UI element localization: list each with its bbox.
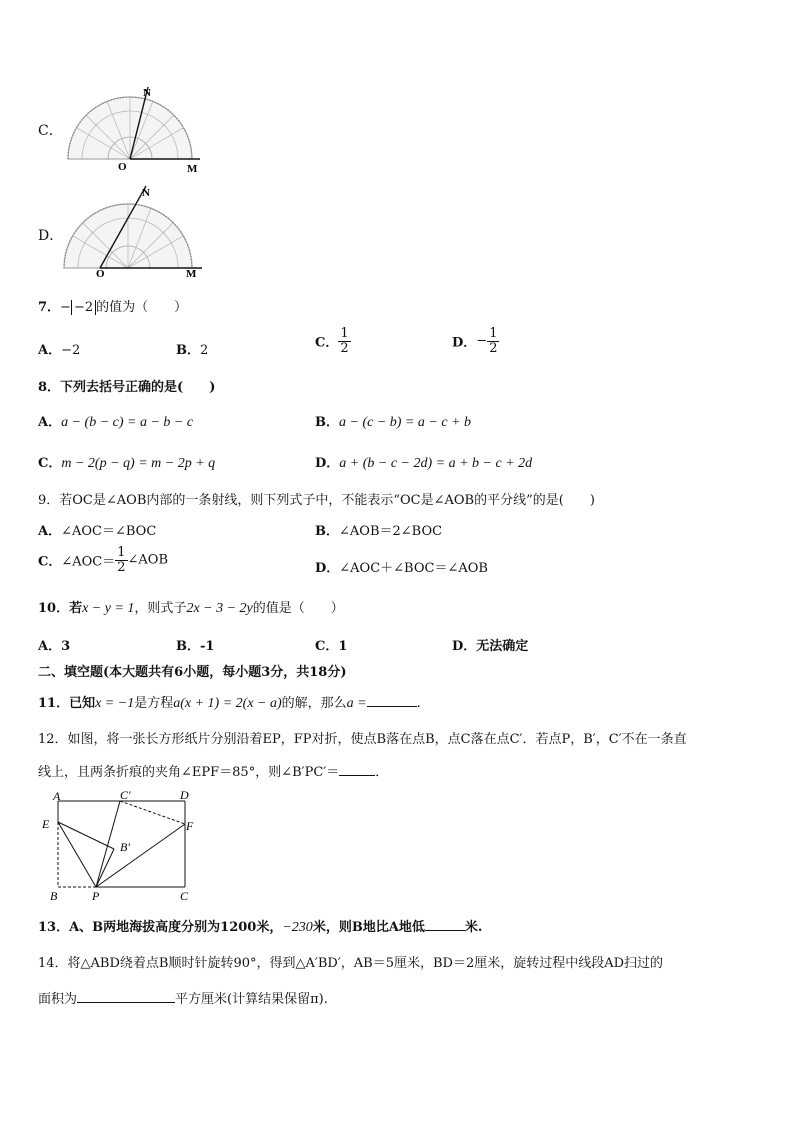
q13-stem: 13．A、B两地海拔高度分别为1200米，−230米，则B地比A地低 米.: [38, 920, 483, 935]
option-value: 3: [61, 639, 71, 654]
section-title: 二、填空题(本大题共有6小题，每小题3分，共18分): [38, 665, 347, 680]
option-label: C．: [38, 456, 62, 471]
point-p-label: P: [92, 889, 100, 903]
option-value: ∠AOB＝2∠BOC: [339, 524, 443, 539]
option-label: C．: [315, 639, 339, 654]
answer-blank[interactable]: [77, 990, 175, 1003]
option-label: A．: [38, 524, 62, 539]
point-n-label: N: [143, 87, 151, 99]
q7-expr-prefix: −: [60, 300, 71, 315]
q7-option-c[interactable]: [315, 327, 351, 355]
q14-line2: 面积为 平方厘米(计算结果保留π).: [38, 992, 328, 1007]
point-m-label: M: [186, 268, 197, 278]
option-d-label: D．: [38, 228, 64, 244]
q14-line1: 14．将△ABD绕着点B顺时针旋转90°，得到△A′BD′，AB＝5厘米，BD＝2厘米，旋转过程中线段AD扫过的: [38, 956, 664, 971]
q11-stem: 11．已知x = −1是方程a(x + 1) = 2(x − a)的解，那么a = .: [38, 696, 421, 711]
option-label: C．: [315, 335, 339, 351]
option-label: C．: [38, 554, 62, 570]
q9-option-c[interactable]: [38, 546, 168, 574]
q7-option-d[interactable]: [452, 327, 499, 355]
option-label: A．: [38, 343, 62, 358]
q9-option-b[interactable]: [315, 520, 442, 539]
q8-option-c[interactable]: [38, 452, 215, 472]
point-f-label: F: [186, 819, 194, 833]
q12-line1: 12．如图，将一张长方形纸片分别沿着EP，FP对折，使点B落在点B，点C落在点C′．若点P，B′，C′不在一条直: [38, 732, 687, 747]
option-pre: ∠AOC＝: [61, 554, 116, 570]
q10-option-a[interactable]: [38, 635, 70, 654]
point-e-label: E: [42, 817, 50, 831]
option-label: A．: [38, 415, 62, 430]
q8-option-d[interactable]: [315, 452, 532, 472]
protractor-figure-c: [60, 84, 210, 176]
point-b-label: B: [50, 889, 58, 903]
point-o-label: O: [118, 161, 127, 173]
option-expr: m − 2(p − q) = m − 2p + q: [61, 456, 216, 471]
option-label: B．: [315, 524, 339, 539]
answer-blank[interactable]: [339, 763, 375, 776]
option-value: −2: [61, 343, 81, 358]
q12-line2: 线上，且两条折痕的夹角∠EPF＝85°，则∠B′PC′＝ ．: [38, 765, 389, 780]
option-value: 2: [200, 343, 209, 358]
q9-option-d[interactable]: [315, 557, 488, 576]
option-label: D．: [452, 639, 477, 654]
fraction: $\frac{1}{2}$: [489, 326, 498, 356]
option-expr: a − (c − b) = a − c + b: [339, 415, 471, 430]
q10-stem: 10．若x − y = 1，则式子2x − 3 − 2y的值是（ ）: [38, 601, 344, 616]
q7-number: 7．: [38, 300, 61, 315]
point-a-label: A: [53, 789, 61, 803]
protractor-icon: [64, 204, 192, 268]
point-d-label: D: [180, 788, 189, 802]
option-c-label: C．: [38, 123, 63, 139]
option-label: B．: [176, 639, 200, 654]
q10-option-d[interactable]: [452, 635, 528, 654]
q10-option-c[interactable]: [315, 635, 347, 654]
option-label: D．: [315, 456, 340, 471]
q10-option-b[interactable]: [176, 635, 214, 654]
answer-blank[interactable]: [425, 918, 465, 931]
q7-stem: [38, 296, 187, 315]
option-value: ∠AOC＝∠BOC: [61, 524, 157, 539]
option-label: D．: [452, 335, 477, 351]
q9-stem: 9．若OC是∠AOB内部的一条射线，则下列式子中，不能表示“OC是∠AOB的平分线”的是( ): [38, 493, 595, 508]
point-n-label: N: [142, 187, 150, 199]
point-b-prime-label: B′: [120, 840, 130, 854]
option-value: 无法确定: [476, 639, 529, 654]
protractor-figure-d: [58, 182, 208, 278]
protractor-icon: [68, 97, 192, 159]
option-label: B．: [315, 415, 339, 430]
option-value: ∠AOC＋∠BOC＝∠AOB: [339, 561, 488, 576]
fraction: $\frac{1}{2}$: [117, 545, 126, 575]
option-label: D．: [315, 561, 340, 576]
point-o-label: O: [96, 268, 105, 278]
folded-rectangle-figure: [38, 786, 208, 906]
point-c-label: C: [180, 889, 189, 903]
option-value: -1: [200, 639, 215, 654]
minus-sign: −: [476, 333, 488, 349]
option-post: ∠AOB: [127, 552, 169, 568]
q8-option-b[interactable]: [315, 411, 471, 431]
q9-option-a[interactable]: [38, 520, 156, 539]
answer-blank[interactable]: [367, 694, 417, 707]
q7-option-a[interactable]: [38, 339, 80, 358]
q7-stem-suffix: 的值为（ ）: [96, 300, 188, 315]
q7-abs-value: −2: [71, 300, 96, 315]
point-m-label: M: [187, 163, 198, 175]
option-label: A．: [38, 639, 62, 654]
q8-stem: 8．下列去括号正确的是( ): [38, 380, 216, 395]
point-c-prime-label: C′: [120, 788, 131, 802]
q8-option-a[interactable]: [38, 411, 193, 431]
fraction: $\frac{1}{2}$: [340, 326, 349, 356]
option-expr: a + (b − c − 2d) = a + b − c + 2d: [339, 456, 533, 471]
option-value: 1: [338, 639, 348, 654]
option-label: B．: [176, 343, 200, 358]
option-expr: a − (b − c) = a − b − c: [61, 415, 194, 430]
q7-option-b[interactable]: [176, 339, 208, 358]
